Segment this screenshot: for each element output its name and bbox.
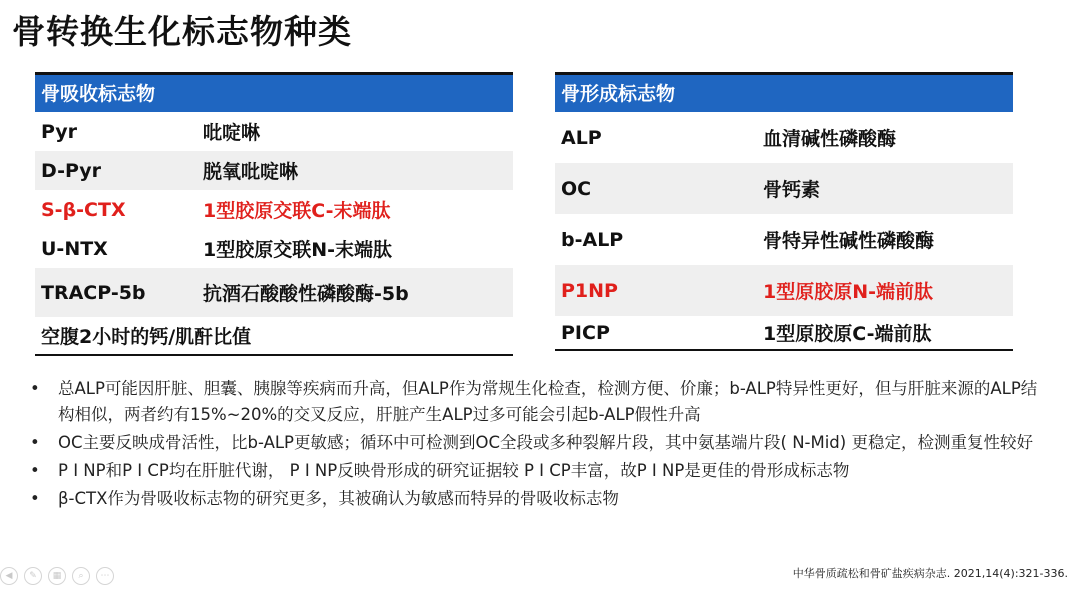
- note-text: OC主要反映成骨活性，比b-ALP更敏感；循环中可检测到OC全段或多种裂解片段，其中氨基端片段( N-Mid) 更稳定，检测重复性较好: [58, 433, 1033, 452]
- list-item: [30, 430, 1040, 456]
- citation: 中华骨质疏松和骨矿盐疾病杂志. 2021,14(4):321-336.: [792, 567, 1068, 580]
- marker-name: 1型胶原交联N-末端肽: [203, 239, 393, 261]
- marker-name: 1型原胶原C-端前肽: [763, 323, 932, 345]
- list-item: [30, 458, 1040, 484]
- zoom-icon[interactable]: ⌕: [72, 567, 90, 585]
- marker-abbr: P1NP: [561, 279, 618, 302]
- table-header: 骨形成标志物: [555, 72, 1013, 112]
- table-row: [555, 112, 1013, 163]
- table-row: [35, 229, 513, 268]
- marker-abbr: TRACP-5b: [41, 281, 146, 304]
- table-header: 骨吸收标志物: [35, 72, 513, 112]
- notes-list: [30, 376, 1040, 514]
- formation-markers-table: [555, 72, 1013, 351]
- table-row: [555, 163, 1013, 214]
- list-item: [30, 486, 1040, 512]
- table-row: [35, 268, 513, 317]
- marker-name: 骨钙素: [763, 179, 821, 201]
- previous-icon[interactable]: ◀: [0, 567, 18, 585]
- bullet-icon: •: [30, 379, 40, 398]
- marker-name: 抗酒石酸酸性磷酸酶-5b: [203, 283, 409, 305]
- marker-name: 脱氧吡啶啉: [203, 161, 299, 183]
- marker-abbr: U-NTX: [41, 237, 108, 260]
- table-row: [555, 214, 1013, 265]
- marker-abbr: b-ALP: [561, 228, 624, 251]
- table-row: [35, 317, 513, 356]
- note-text: 总ALP可能因肝脏、胆囊、胰腺等疾病而升高，但ALP作为常规生化检查，检测方便、价廉；b-ALP特异性更好，但与肝脏来源的ALP结构相似，两者约有15%~20%的交叉反应，肝脏产生ALP过多可能会引起b-ALP假性升高: [58, 379, 1038, 424]
- bullet-icon: •: [30, 433, 40, 452]
- table-row-highlighted: [35, 190, 513, 229]
- slide-title: 骨转换生化标志物种类: [12, 12, 352, 51]
- more-icon[interactable]: ⋯: [96, 567, 114, 585]
- list-item: [30, 376, 1040, 428]
- bullet-icon: •: [30, 489, 40, 508]
- marker-name: 吡啶啉: [203, 122, 261, 144]
- marker-name: 1型胶原交联C-末端肽: [203, 200, 391, 222]
- marker-abbr: OC: [561, 177, 592, 200]
- marker-abbr: ALP: [561, 126, 602, 149]
- pen-icon[interactable]: ✎: [24, 567, 42, 585]
- marker-abbr: Pyr: [41, 120, 78, 143]
- marker-name: 血清碱性磷酸酶: [763, 128, 897, 150]
- table-row-highlighted: [555, 265, 1013, 316]
- slideshow-controls: [0, 567, 114, 585]
- marker-name: 1型原胶原N-端前肽: [763, 281, 934, 303]
- marker-abbr: S-β-CTX: [41, 198, 126, 221]
- marker-abbr: PICP: [561, 321, 610, 344]
- marker-name: 骨特异性碱性磷酸酶: [763, 230, 935, 252]
- table-row: [35, 112, 513, 151]
- marker-abbr: 空腹2小时的钙/肌酐比值: [41, 326, 252, 348]
- note-text: β-CTX作为骨吸收标志物的研究更多，其被确认为敏感而特异的骨吸收标志物: [58, 489, 619, 508]
- table-row: [35, 151, 513, 190]
- marker-abbr: D-Pyr: [41, 159, 102, 182]
- bullet-icon: •: [30, 461, 40, 480]
- resorption-markers-table: [35, 72, 513, 356]
- slides-icon[interactable]: ▦: [48, 567, 66, 585]
- table-row: [555, 316, 1013, 351]
- note-text: P I NP和P I CP均在肝脏代谢， P I NP反映骨形成的研究证据较 P I CP丰富，故P I NP是更佳的骨形成标志物: [58, 461, 850, 480]
